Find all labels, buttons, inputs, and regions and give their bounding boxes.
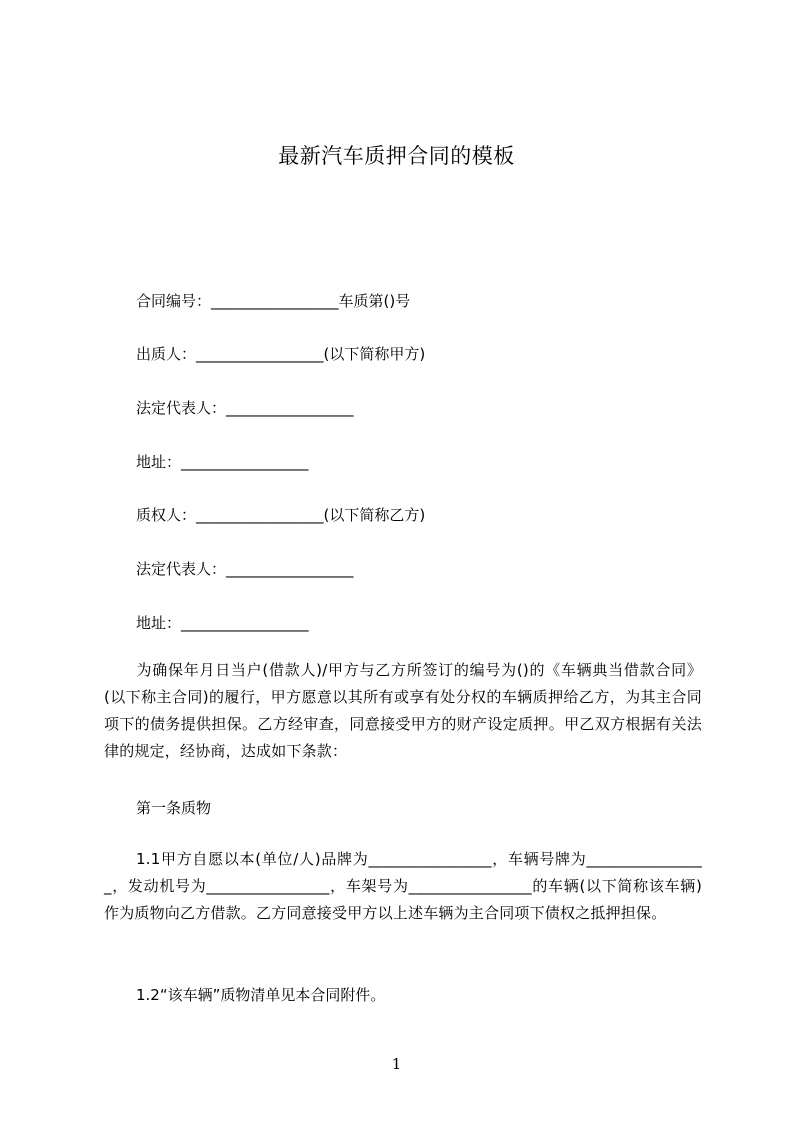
pledgor-field: 出质人：_________________(以下简称甲方) [136, 345, 426, 363]
pledgee-legal-representative-field: 法定代表人：_________________ [136, 560, 354, 578]
pledgee-field: 质权人：_________________(以下简称乙方) [136, 506, 426, 524]
pledgee-address-field: 地址：_________________ [136, 614, 309, 632]
intro-paragraph-text: 为确保年月日当户(借款人)/甲方与乙方所签订的编号为()的《车辆典当借款合同》(以下称主合同)的履行，甲方愿意以其所有或享有处分权的车辆质押给乙方，为其主合同项下的债务提供担保。乙方经审查，同意接受甲方的财产设定质押。甲乙双方根据有关法律的规定，经协商，达成如下条款： [104, 661, 702, 760]
article-1-heading: 第一条质物 [136, 799, 212, 817]
clause-1-1 [104, 846, 702, 927]
pledgor-address-field: 地址：_________________ [136, 453, 309, 471]
contract-number-field: 合同编号：_________________车质第()号 [136, 292, 411, 310]
intro-paragraph [104, 657, 702, 765]
page-number: 1 [391, 1055, 402, 1073]
document-title: 最新汽车质押合同的模板 [278, 144, 515, 168]
clause-1-1-text: 1.1甲方自愿以本(单位/人)品牌为________________，车辆号牌为________________，发动机号为________________，车架号为________________的车辆(以下简称该车辆)作为质物向乙方借款。乙方同意接受甲方以上述车辆为主合同项下债权之抵押担保。 [104, 850, 702, 922]
pledgor-legal-representative-field: 法定代表人：_________________ [136, 399, 354, 417]
clause-1-2: 1.2“该车辆”质物清单见本合同附件。 [136, 986, 386, 1004]
